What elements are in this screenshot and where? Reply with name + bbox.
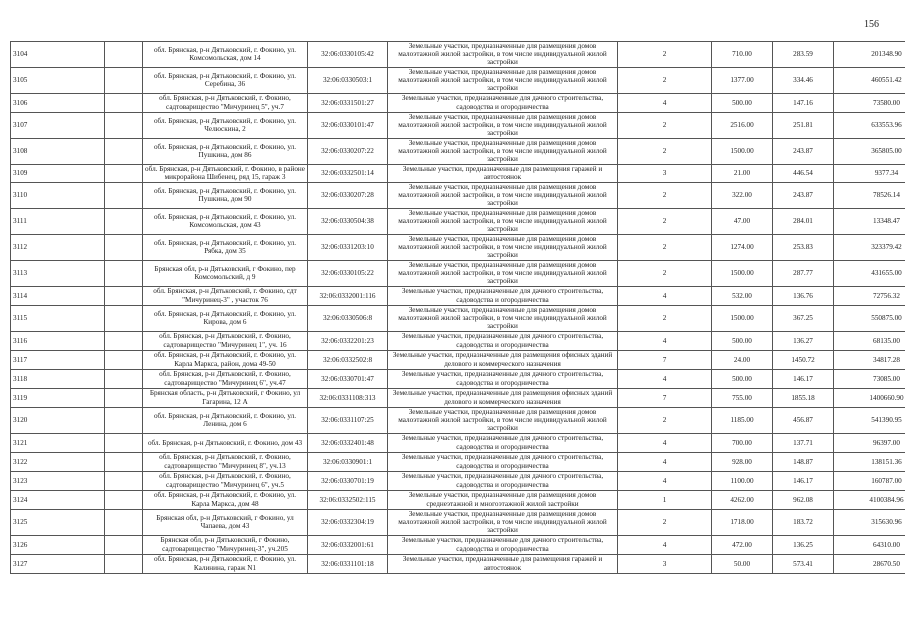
cadastral-number-cell: 32:06:0332401:48: [308, 433, 388, 452]
table-row: [11, 260, 905, 286]
category-cell: 4: [618, 433, 712, 452]
cadastral-number-cell: 32:06:0330207:28: [308, 182, 388, 208]
rate-cell: 962.08: [773, 490, 834, 509]
land-use-cell: Земельные участки, предназначенные для размещения офисных зданий делового и коммерческого назначения: [388, 350, 618, 369]
table-body: [11, 42, 905, 574]
area-cell: 322.00: [712, 182, 773, 208]
cadastral-value-cell: 541390.95: [834, 407, 905, 433]
land-use-cell: Земельные участки, предназначенные для размещения домов малоэтажной жилой застройки, в том числе индивидуальной жилой застройки: [388, 208, 618, 234]
cadastral-value-cell: 365805.00: [834, 138, 905, 164]
table-row: [11, 490, 905, 509]
cadastral-number-cell: 32:06:0332501:14: [308, 164, 388, 182]
category-cell: 2: [618, 208, 712, 234]
cadastral-number-cell: 32:06:0330504:38: [308, 208, 388, 234]
category-cell: 4: [618, 369, 712, 388]
rate-cell: 367.25: [773, 305, 834, 331]
blank-cell: [105, 182, 143, 208]
cadastral-value-cell: 64310.00: [834, 535, 905, 554]
blank-cell: [105, 305, 143, 331]
row-number: 3125: [11, 509, 105, 535]
area-cell: 755.00: [712, 388, 773, 407]
table-row: [11, 471, 905, 490]
blank-cell: [105, 471, 143, 490]
category-cell: 4: [618, 331, 712, 350]
address-cell: обл. Брянская, р-н Дятьковский, г. Фокино, садтоварищество "Мичуринец 6", уч.5: [143, 471, 308, 490]
address-cell: обл. Брянская, р-н Дятьковский, г. Фокино, ул. Карла Маркса, дом 48: [143, 490, 308, 509]
area-cell: 500.00: [712, 369, 773, 388]
blank-cell: [105, 208, 143, 234]
rate-cell: 283.59: [773, 42, 834, 68]
rate-cell: 183.72: [773, 509, 834, 535]
table-row: [11, 138, 905, 164]
category-cell: 7: [618, 350, 712, 369]
blank-cell: [105, 42, 143, 68]
row-number: 3105: [11, 67, 105, 93]
land-registry-table: [10, 41, 905, 574]
land-use-cell: Земельные участки, предназначенные для размещения домов малоэтажной жилой застройки, в том числе индивидуальной жилой застройки: [388, 305, 618, 331]
address-cell: обл. Брянская, р-н Дятьковский, г. Фокино, ул. Серебина, 36: [143, 67, 308, 93]
land-use-cell: Земельные участки, предназначенные для размещения офисных зданий делового и коммерческого назначения: [388, 388, 618, 407]
category-cell: 4: [618, 93, 712, 112]
area-cell: 1500.00: [712, 305, 773, 331]
table-row: [11, 452, 905, 471]
address-cell: Брянская обл, р-н Дятьковский, г Фокино, ул Чапаева, дом 43: [143, 509, 308, 535]
category-cell: 4: [618, 286, 712, 305]
row-number: 3118: [11, 369, 105, 388]
blank-cell: [105, 286, 143, 305]
rate-cell: 446.54: [773, 164, 834, 182]
address-cell: обл. Брянская, р-н Дятьковский, г. Фокино, ул. Калинина, гараж N1: [143, 554, 308, 573]
blank-cell: [105, 554, 143, 573]
rate-cell: 137.71: [773, 433, 834, 452]
blank-cell: [105, 407, 143, 433]
address-cell: обл. Брянская, р-н Дятьковский, г. Фокино, ул. Рябка, дом 35: [143, 234, 308, 260]
row-number: 3114: [11, 286, 105, 305]
table-row: [11, 42, 905, 68]
land-use-cell: Земельные участки, предназначенные для дачного строительства, садоводства и огородничества: [388, 452, 618, 471]
cadastral-value-cell: 1400660.90: [834, 388, 905, 407]
cadastral-number-cell: 32:06:0331501:27: [308, 93, 388, 112]
table-row: [11, 407, 905, 433]
address-cell: обл. Брянская, р-н Дятьковский, г. Фокино, ул. Комсомольская, дом 43: [143, 208, 308, 234]
table-row: [11, 305, 905, 331]
table-row: [11, 208, 905, 234]
category-cell: 2: [618, 234, 712, 260]
cadastral-value-cell: 460551.42: [834, 67, 905, 93]
table-row: [11, 554, 905, 573]
category-cell: 3: [618, 164, 712, 182]
cadastral-number-cell: 32:06:0330701:19: [308, 471, 388, 490]
row-number: 3121: [11, 433, 105, 452]
cadastral-value-cell: 201348.90: [834, 42, 905, 68]
cadastral-number-cell: 32:06:0332304:19: [308, 509, 388, 535]
area-cell: 500.00: [712, 331, 773, 350]
category-cell: 2: [618, 182, 712, 208]
address-cell: обл. Брянская, р-н Дятьковский, г. Фокино, ул. Карла Маркса, район, дома 49-50: [143, 350, 308, 369]
address-cell: обл. Брянская, р-н Дятьковский, г. Фокино, садтоварищество "Мичуринец 6", уч.47: [143, 369, 308, 388]
land-use-cell: Земельные участки, предназначенные для дачного строительства, садоводства и огородничества: [388, 535, 618, 554]
blank-cell: [105, 112, 143, 138]
cadastral-value-cell: 160787.00: [834, 471, 905, 490]
category-cell: 7: [618, 388, 712, 407]
category-cell: 2: [618, 305, 712, 331]
row-number: 3124: [11, 490, 105, 509]
category-cell: 3: [618, 554, 712, 573]
category-cell: 2: [618, 260, 712, 286]
cadastral-number-cell: 32:06:0332502:8: [308, 350, 388, 369]
cadastral-value-cell: 138151.36: [834, 452, 905, 471]
cadastral-value-cell: 72756.32: [834, 286, 905, 305]
cadastral-number-cell: 32:06:0331108:313: [308, 388, 388, 407]
rate-cell: 251.81: [773, 112, 834, 138]
rate-cell: 334.46: [773, 67, 834, 93]
category-cell: 2: [618, 112, 712, 138]
rate-cell: 253.83: [773, 234, 834, 260]
table-row: [11, 93, 905, 112]
land-use-cell: Земельные участки, предназначенные для дачного строительства, садоводства и огородничества: [388, 433, 618, 452]
row-number: 3111: [11, 208, 105, 234]
land-use-cell: Земельные участки, предназначенные для дачного строительства, садоводства и огородничества: [388, 331, 618, 350]
row-number: 3122: [11, 452, 105, 471]
blank-cell: [105, 331, 143, 350]
cadastral-value-cell: 431655.00: [834, 260, 905, 286]
cadastral-value-cell: 13348.47: [834, 208, 905, 234]
cadastral-value-cell: 96397.00: [834, 433, 905, 452]
table-row: [11, 369, 905, 388]
cadastral-number-cell: 32:06:0331101:18: [308, 554, 388, 573]
table-row: [11, 67, 905, 93]
rate-cell: 284.01: [773, 208, 834, 234]
blank-cell: [105, 350, 143, 369]
row-number: 3126: [11, 535, 105, 554]
address-cell: обл. Брянская, р-н Дятьковский, г. Фокино, дом 43: [143, 433, 308, 452]
table-row: [11, 509, 905, 535]
blank-cell: [105, 93, 143, 112]
cadastral-number-cell: 32:06:0330105:22: [308, 260, 388, 286]
page-number: 156: [864, 19, 879, 30]
cadastral-number-cell: 32:06:0330701:47: [308, 369, 388, 388]
blank-cell: [105, 490, 143, 509]
cadastral-number-cell: 32:06:0330101:47: [308, 112, 388, 138]
table-row: [11, 433, 905, 452]
row-number: 3119: [11, 388, 105, 407]
land-use-cell: Земельные участки, предназначенные для размещения гаражей и автостоянок: [388, 554, 618, 573]
area-cell: 24.00: [712, 350, 773, 369]
cadastral-value-cell: 4100384.96: [834, 490, 905, 509]
cadastral-value-cell: 34817.28: [834, 350, 905, 369]
cadastral-value-cell: 9377.34: [834, 164, 905, 182]
land-use-cell: Земельные участки, предназначенные для дачного строительства, садоводства и огородничества: [388, 369, 618, 388]
table-row: [11, 164, 905, 182]
blank-cell: [105, 433, 143, 452]
cadastral-number-cell: 32:06:0332001:61: [308, 535, 388, 554]
land-use-cell: Земельные участки, предназначенные для дачного строительства, садоводства и огородничества: [388, 286, 618, 305]
table-row: [11, 350, 905, 369]
land-use-cell: Земельные участки, предназначенные для размещения домов малоэтажной жилой застройки, в том числе индивидуальной жилой застройки: [388, 407, 618, 433]
category-cell: 4: [618, 535, 712, 554]
rate-cell: 136.25: [773, 535, 834, 554]
cadastral-value-cell: 73580.00: [834, 93, 905, 112]
row-number: 3127: [11, 554, 105, 573]
row-number: 3106: [11, 93, 105, 112]
area-cell: 1100.00: [712, 471, 773, 490]
address-cell: обл. Брянская, р-н Дятьковский, г. Фокино, садтоварищество "Мичуринец 1", уч. 16: [143, 331, 308, 350]
cadastral-number-cell: 32:06:0331107:25: [308, 407, 388, 433]
blank-cell: [105, 369, 143, 388]
area-cell: 1185.00: [712, 407, 773, 433]
rate-cell: 146.17: [773, 471, 834, 490]
area-cell: 1274.00: [712, 234, 773, 260]
rate-cell: 148.87: [773, 452, 834, 471]
table-row: [11, 234, 905, 260]
area-cell: 1500.00: [712, 260, 773, 286]
cadastral-number-cell: 32:06:0330105:42: [308, 42, 388, 68]
cadastral-value-cell: 73085.00: [834, 369, 905, 388]
blank-cell: [105, 234, 143, 260]
land-use-cell: Земельные участки, предназначенные для дачного строительства, садоводства и огородничества: [388, 93, 618, 112]
table-row: [11, 388, 905, 407]
row-number: 3116: [11, 331, 105, 350]
cadastral-value-cell: 550875.00: [834, 305, 905, 331]
table-row: [11, 112, 905, 138]
area-cell: 1500.00: [712, 138, 773, 164]
land-use-cell: Земельные участки, предназначенные для размещения домов малоэтажной жилой застройки, в том числе индивидуальной жилой застройки: [388, 42, 618, 68]
rate-cell: 136.76: [773, 286, 834, 305]
row-number: 3113: [11, 260, 105, 286]
cadastral-number-cell: 32:06:0331203:10: [308, 234, 388, 260]
address-cell: обл. Брянская, р-н Дятьковский, г. Фокино, ул. Пушкина, дом 90: [143, 182, 308, 208]
blank-cell: [105, 535, 143, 554]
row-number: 3108: [11, 138, 105, 164]
rate-cell: 1450.72: [773, 350, 834, 369]
land-use-cell: Земельные участки, предназначенные для размещения домов малоэтажной жилой застройки, в том числе индивидуальной жилой застройки: [388, 234, 618, 260]
land-use-cell: Земельные участки, предназначенные для размещения домов малоэтажной жилой застройки, в том числе индивидуальной жилой застройки: [388, 260, 618, 286]
category-cell: 1: [618, 490, 712, 509]
cadastral-number-cell: 32:06:0332502:115: [308, 490, 388, 509]
row-number: 3110: [11, 182, 105, 208]
area-cell: 50.00: [712, 554, 773, 573]
address-cell: обл. Брянская, р-н Дятьковский, г. Фокино, ул. Комсомольская, дом 14: [143, 42, 308, 68]
row-number: 3117: [11, 350, 105, 369]
row-number: 3109: [11, 164, 105, 182]
category-cell: 4: [618, 471, 712, 490]
cadastral-value-cell: 315630.96: [834, 509, 905, 535]
row-number: 3107: [11, 112, 105, 138]
area-cell: 2516.00: [712, 112, 773, 138]
category-cell: 2: [618, 42, 712, 68]
area-cell: 700.00: [712, 433, 773, 452]
area-cell: 1377.00: [712, 67, 773, 93]
area-cell: 21.00: [712, 164, 773, 182]
cadastral-number-cell: 32:06:0332201:23: [308, 331, 388, 350]
area-cell: 472.00: [712, 535, 773, 554]
blank-cell: [105, 138, 143, 164]
blank-cell: [105, 164, 143, 182]
address-cell: Брянская обл, р-н Дятьковский, г Фокино, пер Комсомольский, д 9: [143, 260, 308, 286]
blank-cell: [105, 509, 143, 535]
rate-cell: 1855.18: [773, 388, 834, 407]
blank-cell: [105, 260, 143, 286]
row-number: 3104: [11, 42, 105, 68]
rate-cell: 287.77: [773, 260, 834, 286]
blank-cell: [105, 388, 143, 407]
area-cell: 4262.00: [712, 490, 773, 509]
area-cell: 928.00: [712, 452, 773, 471]
blank-cell: [105, 452, 143, 471]
rate-cell: 456.87: [773, 407, 834, 433]
row-number: 3112: [11, 234, 105, 260]
cadastral-number-cell: 32:06:0330506:8: [308, 305, 388, 331]
table-row: [11, 286, 905, 305]
table-row: [11, 535, 905, 554]
cadastral-number-cell: 32:06:0332001:116: [308, 286, 388, 305]
land-use-cell: Земельные участки, предназначенные для размещения гаражей и автостоянок: [388, 164, 618, 182]
cadastral-number-cell: 32:06:0330901:1: [308, 452, 388, 471]
area-cell: 532.00: [712, 286, 773, 305]
row-number: 3120: [11, 407, 105, 433]
area-cell: 47.00: [712, 208, 773, 234]
cadastral-value-cell: 323379.42: [834, 234, 905, 260]
address-cell: обл. Брянская, р-н Дятьковский, г. Фокино, садтоварищество "Мичуринец 5", уч.7: [143, 93, 308, 112]
category-cell: 4: [618, 452, 712, 471]
land-use-cell: Земельные участки, предназначенные для размещения домов малоэтажной жилой застройки, в том числе индивидуальной жилой застройки: [388, 67, 618, 93]
cadastral-value-cell: 633553.96: [834, 112, 905, 138]
table-row: [11, 182, 905, 208]
rate-cell: 243.87: [773, 182, 834, 208]
area-cell: 500.00: [712, 93, 773, 112]
address-cell: обл. Брянская, р-н Дятьковский, г. Фокино, ул. Ленина, дом 6: [143, 407, 308, 433]
land-use-cell: Земельные участки, предназначенные для размещения домов малоэтажной жилой застройки, в том числе индивидуальной жилой застройки: [388, 112, 618, 138]
address-cell: обл. Брянская, р-н Дятьковский, г. Фокино, сдт "Мичуринец-3" , участок 76: [143, 286, 308, 305]
table-row: [11, 331, 905, 350]
address-cell: обл. Брянская, р-н Дятьковский, г. Фокино, садтоварищество "Мичуринец 8", уч.13: [143, 452, 308, 471]
rate-cell: 136.27: [773, 331, 834, 350]
rate-cell: 147.16: [773, 93, 834, 112]
rate-cell: 146.17: [773, 369, 834, 388]
address-cell: Брянская область, р-н Дятьковский, г Фокино, ул Гагарина, 12 А: [143, 388, 308, 407]
category-cell: 2: [618, 138, 712, 164]
category-cell: 2: [618, 509, 712, 535]
land-use-cell: Земельные участки, предназначенные для размещения домов малоэтажной жилой застройки, в том числе индивидуальной жилой застройки: [388, 182, 618, 208]
area-cell: 710.00: [712, 42, 773, 68]
cadastral-value-cell: 68135.00: [834, 331, 905, 350]
land-use-cell: Земельные участки, предназначенные для размещения домов среднеэтажной и многоэтажной жилой застройки: [388, 490, 618, 509]
address-cell: обл. Брянская, р-н Дятьковский, г. Фокино, в районе микрорайона Шибенец, ряд 15, гараж 3: [143, 164, 308, 182]
address-cell: обл. Брянская, р-н Дятьковский, г. Фокино, ул. Челюскина, 2: [143, 112, 308, 138]
category-cell: 2: [618, 407, 712, 433]
blank-cell: [105, 67, 143, 93]
cadastral-value-cell: 78526.14: [834, 182, 905, 208]
rate-cell: 243.87: [773, 138, 834, 164]
cadastral-number-cell: 32:06:0330503:1: [308, 67, 388, 93]
area-cell: 1718.00: [712, 509, 773, 535]
address-cell: обл. Брянская, р-н Дятьковский, г. Фокино, ул. Пушкина, дом 86: [143, 138, 308, 164]
row-number: 3115: [11, 305, 105, 331]
row-number: 3123: [11, 471, 105, 490]
land-use-cell: Земельные участки, предназначенные для дачного строительства, садоводства и огородничества: [388, 471, 618, 490]
land-use-cell: Земельные участки, предназначенные для размещения домов малоэтажной жилой застройки, в том числе индивидуальной жилой застройки: [388, 138, 618, 164]
category-cell: 2: [618, 67, 712, 93]
cadastral-number-cell: 32:06:0330207:22: [308, 138, 388, 164]
land-use-cell: Земельные участки, предназначенные для размещения домов малоэтажной жилой застройки, в том числе индивидуальной жилой застройки: [388, 509, 618, 535]
address-cell: обл. Брянская, р-н Дятьковский, г. Фокино, ул. Кирова, дом 6: [143, 305, 308, 331]
cadastral-value-cell: 28670.50: [834, 554, 905, 573]
address-cell: Брянская обл, р-н Дятьковский, г Фокино, садтоварищество "Мичуринец-3", уч.205: [143, 535, 308, 554]
rate-cell: 573.41: [773, 554, 834, 573]
